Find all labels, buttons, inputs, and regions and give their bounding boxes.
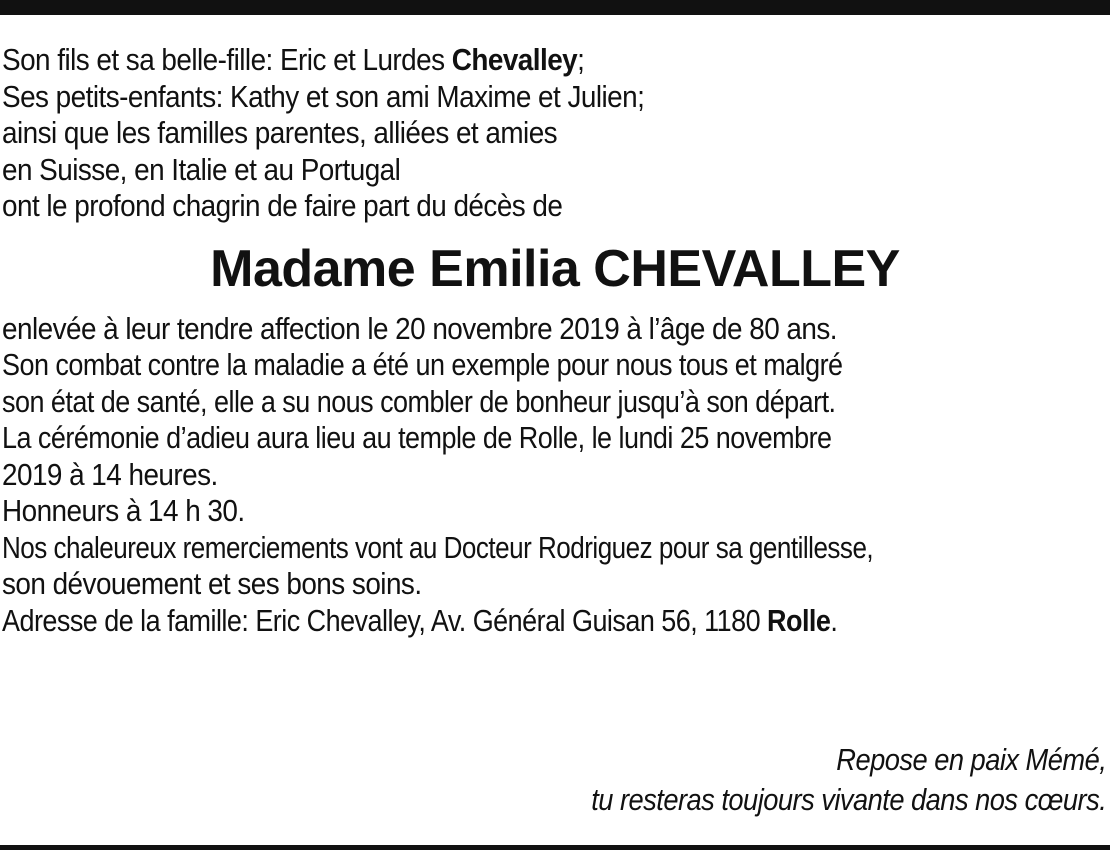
family-line-relatives: ainsi que les familles parentes, alliées et amies [2,115,558,150]
deceased-name-heading: Madame Emilia CHEVALLEY [210,239,900,298]
closing-line-hearts: tu resteras toujours vivante dans nos cœurs. [590,782,1106,817]
bottom-border-rule [0,845,1110,850]
body-line-care: son dévouement et ses bons soins. [2,566,422,601]
body-line-passing: enlevée à leur tendre affection le 20 novembre 2019 à l’âge de 80 ans. [2,310,837,346]
family-line-grandchildren: Ses petits-enfants: Kathy et son ami Maxime et Julien; [2,78,645,114]
closing-line-rest: Repose en paix Mémé, [836,742,1106,777]
body-line-ceremony: La cérémonie d’adieu aura lieu au temple de Rolle, le lundi 25 novembre [2,420,832,455]
body-line-illness: Son combat contre la maladie a été un exemple pour nous tous et malgré [2,347,843,382]
body-line-happiness: son état de santé, elle a su nous combler de bonheur jusqu’à son départ. [2,383,836,419]
family-line-announcement: ont le profond chagrin de faire part du décès de [2,188,563,223]
body-line-address: Adresse de la famille: Eric Chevalley, Av. Général Guisan 56, 1180 Rolle. [2,602,838,638]
surname-bold: Chevalley [451,42,578,77]
body-line-ceremony-time: 2019 à 14 heures. [2,456,218,492]
family-line-countries: en Suisse, en Italie et au Portugal [2,151,401,187]
obituary-notice [2,42,1108,639]
family-line-son: Son fils et sa belle-fille: Eric et Lurdes Chevalley; [2,42,585,77]
body-line-honours: Honneurs à 14 h 30. [2,493,245,528]
town-bold: Rolle [767,602,831,638]
closing-message [521,740,1106,820]
body-line-thanks: Nos chaleureux remerciements vont au Docteur Rodriguez pour sa gentillesse, [2,529,874,565]
top-border-rule [0,0,1110,15]
